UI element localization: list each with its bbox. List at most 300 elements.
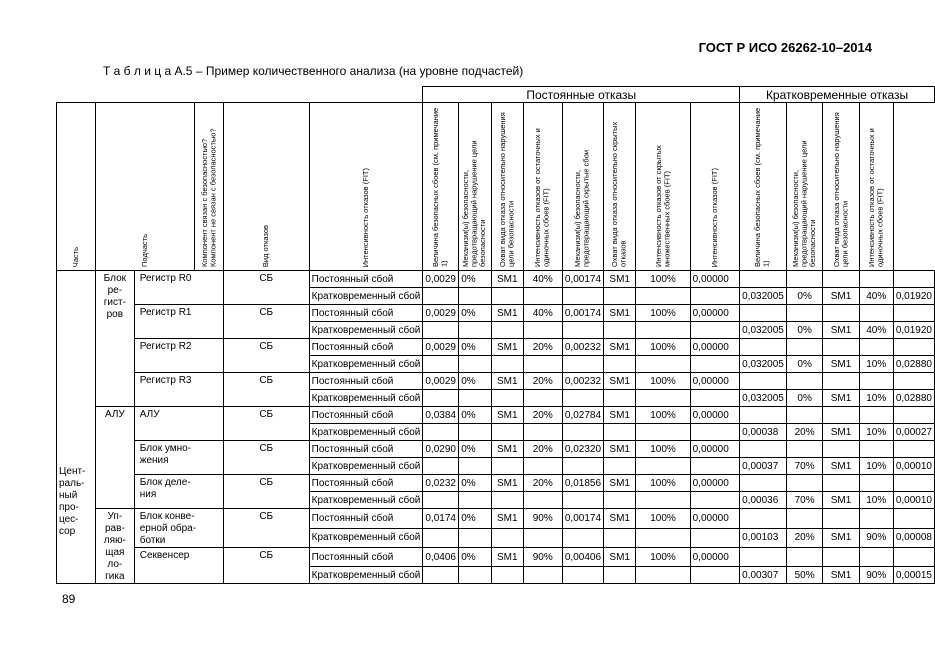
table-row <box>57 407 935 424</box>
failure-mode-cell: Кратковременный сбой <box>309 492 423 509</box>
value-cell: 0,00000 <box>690 271 740 288</box>
empty-cell <box>523 390 562 407</box>
column-header-text: Величина безопасных сбоев (см. примечание 1) <box>753 107 771 267</box>
empty-cell <box>823 509 859 529</box>
empty-cell <box>786 475 823 492</box>
value-cell: 0,00000 <box>690 509 740 529</box>
value-cell: 0,00232 <box>562 373 603 390</box>
value-cell: SM1 <box>604 509 636 529</box>
value-cell: 100% <box>636 441 690 458</box>
empty-cell <box>859 373 893 390</box>
empty-cell <box>604 390 636 407</box>
group-header-blank <box>57 87 423 103</box>
value-cell: 0,0029 <box>423 373 459 390</box>
value-cell: 0,00000 <box>690 373 740 390</box>
value-cell: 10% <box>859 424 893 441</box>
value-cell: 20% <box>786 424 823 441</box>
value-cell: 0,032005 <box>740 390 787 407</box>
empty-cell <box>786 373 823 390</box>
value-cell: 40% <box>859 288 893 305</box>
value-cell: 0,032005 <box>740 356 787 373</box>
empty-cell <box>893 441 934 458</box>
value-cell: 10% <box>859 390 893 407</box>
empty-cell <box>823 339 859 356</box>
empty-cell <box>859 271 893 288</box>
value-cell: SM1 <box>823 528 859 548</box>
safety-related-cell: СБ <box>223 271 309 305</box>
value-cell: SM1 <box>823 322 859 339</box>
value-cell: 100% <box>636 373 690 390</box>
empty-cell <box>636 424 690 441</box>
value-cell: 0,00036 <box>740 492 787 509</box>
value-cell: 0,00015 <box>893 567 934 584</box>
empty-cell <box>690 492 740 509</box>
failure-mode-cell: Постоянный сбой <box>309 475 423 492</box>
empty-cell <box>786 339 823 356</box>
value-cell: 90% <box>523 509 562 529</box>
failure-mode-cell: Кратковременный сбой <box>309 458 423 475</box>
empty-cell <box>562 458 603 475</box>
empty-cell <box>604 458 636 475</box>
empty-cell <box>562 567 603 584</box>
group-cell: Блок ре- гист- ров <box>95 271 134 407</box>
empty-cell <box>690 356 740 373</box>
empty-cell <box>893 475 934 492</box>
group-cell: АЛУ <box>95 407 134 509</box>
empty-cell <box>786 407 823 424</box>
safety-related-cell: СБ <box>223 548 309 584</box>
value-cell: 0% <box>459 305 492 322</box>
value-cell: 0,00027 <box>893 424 934 441</box>
failure-mode-cell: Кратковременный сбой <box>309 567 423 584</box>
empty-cell <box>740 407 787 424</box>
empty-cell <box>690 528 740 548</box>
value-cell: 0,00037 <box>740 458 787 475</box>
empty-cell <box>491 356 523 373</box>
failure-mode-cell: Кратковременный сбой <box>309 390 423 407</box>
table-row <box>57 509 935 529</box>
table-row <box>57 271 935 288</box>
value-cell: 20% <box>523 475 562 492</box>
value-cell: SM1 <box>604 373 636 390</box>
empty-cell <box>690 390 740 407</box>
value-cell: SM1 <box>823 288 859 305</box>
column-header <box>859 103 893 271</box>
table-body <box>57 87 935 584</box>
quantitative-analysis-table <box>56 86 935 584</box>
value-cell: 100% <box>636 271 690 288</box>
empty-cell <box>859 339 893 356</box>
empty-cell <box>423 492 459 509</box>
value-cell: 0,00008 <box>893 528 934 548</box>
column-header-text: Вид отказов <box>260 224 270 267</box>
empty-cell <box>459 322 492 339</box>
column-header <box>309 103 423 271</box>
value-cell: 20% <box>523 373 562 390</box>
value-cell: 10% <box>859 458 893 475</box>
safety-related-cell: СБ <box>223 475 309 509</box>
column-header-text: Интенсивность отказов от скрытых множественных сбоев (FIT) <box>653 145 671 267</box>
empty-cell <box>636 567 690 584</box>
value-cell: 0,0384 <box>423 407 459 424</box>
value-cell: SM1 <box>823 356 859 373</box>
empty-cell <box>523 492 562 509</box>
value-cell: 0% <box>459 339 492 356</box>
value-cell: 0,00232 <box>562 339 603 356</box>
value-cell: 0,02320 <box>562 441 603 458</box>
column-header-text: Величина безопасных сбоев (см. примечание 1) <box>431 107 449 267</box>
empty-cell <box>740 305 787 322</box>
empty-cell <box>459 458 492 475</box>
empty-cell <box>604 424 636 441</box>
empty-cell <box>740 339 787 356</box>
empty-cell <box>786 271 823 288</box>
empty-cell <box>893 509 934 529</box>
empty-cell <box>491 424 523 441</box>
empty-cell <box>786 509 823 529</box>
empty-cell <box>562 288 603 305</box>
empty-cell <box>740 271 787 288</box>
subpart-cell: Секвенсер <box>134 548 223 584</box>
value-cell: SM1 <box>491 373 523 390</box>
empty-cell <box>491 492 523 509</box>
failure-mode-cell: Кратковременный сбой <box>309 288 423 305</box>
permanent-faults-header: Постоянные отказы <box>423 87 740 103</box>
column-header-text: Механизм(ы) безопасности, предотвращающий скрытые сбои <box>573 149 591 267</box>
empty-cell <box>459 288 492 305</box>
value-cell: 20% <box>786 528 823 548</box>
value-cell: 0% <box>786 390 823 407</box>
empty-cell <box>523 424 562 441</box>
value-cell: 0% <box>786 288 823 305</box>
value-cell: SM1 <box>491 441 523 458</box>
empty-cell <box>523 356 562 373</box>
safety-related-cell: СБ <box>223 407 309 441</box>
empty-cell <box>859 548 893 567</box>
empty-cell <box>562 492 603 509</box>
table-row <box>57 373 935 390</box>
table-row <box>57 339 935 356</box>
column-header-text: Механизм(ы) безопасности, предотвращающий нарушение цели безопасности <box>790 140 817 267</box>
empty-cell <box>859 305 893 322</box>
value-cell: 0,0029 <box>423 305 459 322</box>
failure-mode-cell: Постоянный сбой <box>309 373 423 390</box>
empty-cell <box>459 567 492 584</box>
empty-cell <box>459 528 492 548</box>
value-cell: 0,01920 <box>893 322 934 339</box>
empty-cell <box>859 475 893 492</box>
column-header <box>423 103 459 271</box>
value-cell: 0,00010 <box>893 458 934 475</box>
empty-cell <box>423 528 459 548</box>
safety-related-cell: СБ <box>223 509 309 548</box>
value-cell: 0% <box>459 441 492 458</box>
empty-cell <box>690 424 740 441</box>
subpart-cell: Блок деле- ния <box>134 475 223 509</box>
empty-cell <box>823 441 859 458</box>
value-cell: 40% <box>859 322 893 339</box>
value-cell: 0,0290 <box>423 441 459 458</box>
value-cell: 40% <box>523 305 562 322</box>
column-header <box>195 103 224 271</box>
table-row <box>57 475 935 492</box>
failure-mode-cell: Постоянный сбой <box>309 305 423 322</box>
empty-cell <box>690 458 740 475</box>
empty-cell <box>893 339 934 356</box>
value-cell: 0,00000 <box>690 305 740 322</box>
empty-cell <box>823 407 859 424</box>
failure-mode-cell: Постоянный сбой <box>309 407 423 424</box>
column-header <box>95 103 194 271</box>
value-cell: 0,00000 <box>690 407 740 424</box>
empty-cell <box>491 390 523 407</box>
value-cell: SM1 <box>823 390 859 407</box>
value-cell: 100% <box>636 407 690 424</box>
safety-related-cell: СБ <box>223 373 309 407</box>
value-cell: SM1 <box>823 492 859 509</box>
column-header-text: Механизм(ы) безопасности, предотвращающий нарушение цели безопасности <box>461 140 488 267</box>
value-cell: 0% <box>459 407 492 424</box>
subpart-cell: Регистр R3 <box>134 373 223 407</box>
value-cell: 0% <box>786 356 823 373</box>
value-cell: 100% <box>636 475 690 492</box>
empty-cell <box>690 567 740 584</box>
column-header-text: Охват вида отказа относительно скрытых отказов <box>610 121 628 267</box>
empty-cell <box>823 373 859 390</box>
value-cell: 0,00038 <box>740 424 787 441</box>
empty-cell <box>604 288 636 305</box>
empty-cell <box>491 288 523 305</box>
empty-cell <box>523 288 562 305</box>
empty-cell <box>740 509 787 529</box>
failure-mode-cell: Постоянный сбой <box>309 548 423 567</box>
column-header <box>491 103 523 271</box>
empty-cell <box>636 492 690 509</box>
empty-cell <box>823 305 859 322</box>
column-header-text: Интенсивность отказов от остаточных и одиночных сбоев (FIT) <box>533 128 551 267</box>
table-row <box>57 305 935 322</box>
column-header <box>636 103 690 271</box>
empty-cell <box>423 567 459 584</box>
column-header <box>823 103 859 271</box>
empty-cell <box>636 528 690 548</box>
group-cell: Уп- рав- ляю- щая ло- гика <box>95 509 134 584</box>
empty-cell <box>636 458 690 475</box>
empty-cell <box>740 373 787 390</box>
value-cell: SM1 <box>823 458 859 475</box>
empty-cell <box>636 322 690 339</box>
value-cell: 70% <box>786 492 823 509</box>
value-cell: 0,00000 <box>690 548 740 567</box>
value-cell: 0,0029 <box>423 339 459 356</box>
empty-cell <box>823 548 859 567</box>
value-cell: 40% <box>523 271 562 288</box>
value-cell: 70% <box>786 458 823 475</box>
column-header <box>223 103 309 271</box>
empty-cell <box>636 288 690 305</box>
value-cell: 0% <box>459 475 492 492</box>
empty-cell <box>690 288 740 305</box>
value-cell: 0,00000 <box>690 441 740 458</box>
value-cell: 0,00000 <box>690 339 740 356</box>
value-cell: 90% <box>859 567 893 584</box>
failure-mode-cell: Постоянный сбой <box>309 441 423 458</box>
empty-cell <box>423 322 459 339</box>
empty-cell <box>786 548 823 567</box>
value-cell: SM1 <box>491 407 523 424</box>
value-cell: 0% <box>459 548 492 567</box>
value-cell: 20% <box>523 339 562 356</box>
empty-cell <box>562 424 603 441</box>
value-cell: 0% <box>459 271 492 288</box>
empty-cell <box>823 271 859 288</box>
empty-cell <box>491 322 523 339</box>
empty-cell <box>823 475 859 492</box>
empty-cell <box>786 305 823 322</box>
empty-cell <box>423 424 459 441</box>
column-header <box>562 103 603 271</box>
value-cell: 0,00103 <box>740 528 787 548</box>
value-cell: 100% <box>636 305 690 322</box>
empty-cell <box>604 356 636 373</box>
safety-related-cell: СБ <box>223 339 309 373</box>
empty-cell <box>893 271 934 288</box>
page-number: 89 <box>62 592 76 606</box>
column-header <box>604 103 636 271</box>
value-cell: SM1 <box>491 271 523 288</box>
failure-mode-cell: Кратковременный сбой <box>309 528 423 548</box>
value-cell: 0,02880 <box>893 390 934 407</box>
standard-number: ГОСТ Р ИСО 26262-10–2014 <box>698 40 872 55</box>
failure-mode-cell: Кратковременный сбой <box>309 424 423 441</box>
value-cell: 90% <box>859 528 893 548</box>
empty-cell <box>740 475 787 492</box>
empty-cell <box>604 322 636 339</box>
column-header-row <box>57 103 935 271</box>
value-cell: 0% <box>459 373 492 390</box>
failure-mode-cell: Постоянный сбой <box>309 339 423 356</box>
empty-cell <box>859 407 893 424</box>
value-cell: 0% <box>786 322 823 339</box>
subpart-cell: Блок умно- жения <box>134 441 223 475</box>
value-cell: 0% <box>459 509 492 529</box>
value-cell: 0,032005 <box>740 288 787 305</box>
empty-cell <box>562 528 603 548</box>
value-cell: SM1 <box>823 424 859 441</box>
subpart-cell: Блок конве- ерной обра- ботки <box>134 509 223 548</box>
empty-cell <box>604 528 636 548</box>
column-header-text: Интенсивность отказов от остаточных и одиночных сбоев (FIT) <box>866 128 885 267</box>
empty-cell <box>690 322 740 339</box>
empty-cell <box>459 390 492 407</box>
subpart-cell: Регистр R1 <box>134 305 223 339</box>
column-header-text: Подчасть <box>139 234 149 267</box>
empty-cell <box>523 458 562 475</box>
value-cell: SM1 <box>604 271 636 288</box>
empty-cell <box>636 356 690 373</box>
value-cell: 0,02880 <box>893 356 934 373</box>
table-row <box>57 441 935 458</box>
empty-cell <box>893 548 934 567</box>
value-cell: SM1 <box>604 407 636 424</box>
subpart-cell: АЛУ <box>134 407 223 441</box>
column-header-text: Охват вида отказа относительно нарушения цели безопасности <box>497 112 516 267</box>
value-cell: SM1 <box>491 475 523 492</box>
column-header-text: Интенсивность отказов (FIT) <box>360 167 370 267</box>
value-cell: 0,00174 <box>562 509 603 529</box>
empty-cell <box>491 567 523 584</box>
empty-cell <box>423 288 459 305</box>
empty-cell <box>604 567 636 584</box>
empty-cell <box>859 509 893 529</box>
value-cell: SM1 <box>491 509 523 529</box>
empty-cell <box>636 390 690 407</box>
empty-cell <box>893 373 934 390</box>
empty-cell <box>859 441 893 458</box>
value-cell: 100% <box>636 339 690 356</box>
empty-cell <box>893 407 934 424</box>
value-cell: 0,0406 <box>423 548 459 567</box>
value-cell: 0,0174 <box>423 509 459 529</box>
value-cell: SM1 <box>491 548 523 567</box>
value-cell: SM1 <box>491 339 523 356</box>
value-cell: SM1 <box>491 305 523 322</box>
empty-cell <box>459 492 492 509</box>
empty-cell <box>523 567 562 584</box>
value-cell: 0,00000 <box>690 475 740 492</box>
value-cell: SM1 <box>604 305 636 322</box>
empty-cell <box>562 390 603 407</box>
value-cell: 0,02784 <box>562 407 603 424</box>
value-cell: 100% <box>636 548 690 567</box>
empty-cell <box>523 528 562 548</box>
empty-cell <box>562 356 603 373</box>
empty-cell <box>893 305 934 322</box>
empty-cell <box>523 322 562 339</box>
empty-cell <box>423 356 459 373</box>
column-header-text: Часть <box>70 246 80 267</box>
empty-cell <box>786 441 823 458</box>
subpart-cell: Регистр R0 <box>134 271 223 305</box>
value-cell: SM1 <box>604 339 636 356</box>
empty-cell <box>491 528 523 548</box>
column-header-text: Интенсивность отказов (FIT) <box>709 167 719 267</box>
safety-related-cell: СБ <box>223 305 309 339</box>
value-cell: 0,00174 <box>562 305 603 322</box>
value-cell: 0,0029 <box>423 271 459 288</box>
value-cell: 0,01856 <box>562 475 603 492</box>
safety-related-cell: СБ <box>223 441 309 475</box>
value-cell: SM1 <box>604 475 636 492</box>
value-cell: 50% <box>786 567 823 584</box>
value-cell: 10% <box>859 356 893 373</box>
subpart-cell: Регистр R2 <box>134 339 223 373</box>
empty-cell <box>491 458 523 475</box>
empty-cell <box>604 492 636 509</box>
empty-cell <box>423 390 459 407</box>
table-caption: Т а б л и ц а А.5 – Пример количественного анализа (на уровне подчастей) <box>103 64 524 78</box>
empty-cell <box>740 548 787 567</box>
value-cell: 0,0232 <box>423 475 459 492</box>
value-cell: 0,00174 <box>562 271 603 288</box>
column-header <box>57 103 96 271</box>
empty-cell <box>423 458 459 475</box>
value-cell: SM1 <box>823 567 859 584</box>
value-cell: SM1 <box>604 548 636 567</box>
value-cell: 100% <box>636 509 690 529</box>
column-header-text: Компонент связан с безопасностью? Компонент не связан с безопасностью? <box>199 128 218 267</box>
failure-mode-cell: Постоянный сбой <box>309 509 423 529</box>
